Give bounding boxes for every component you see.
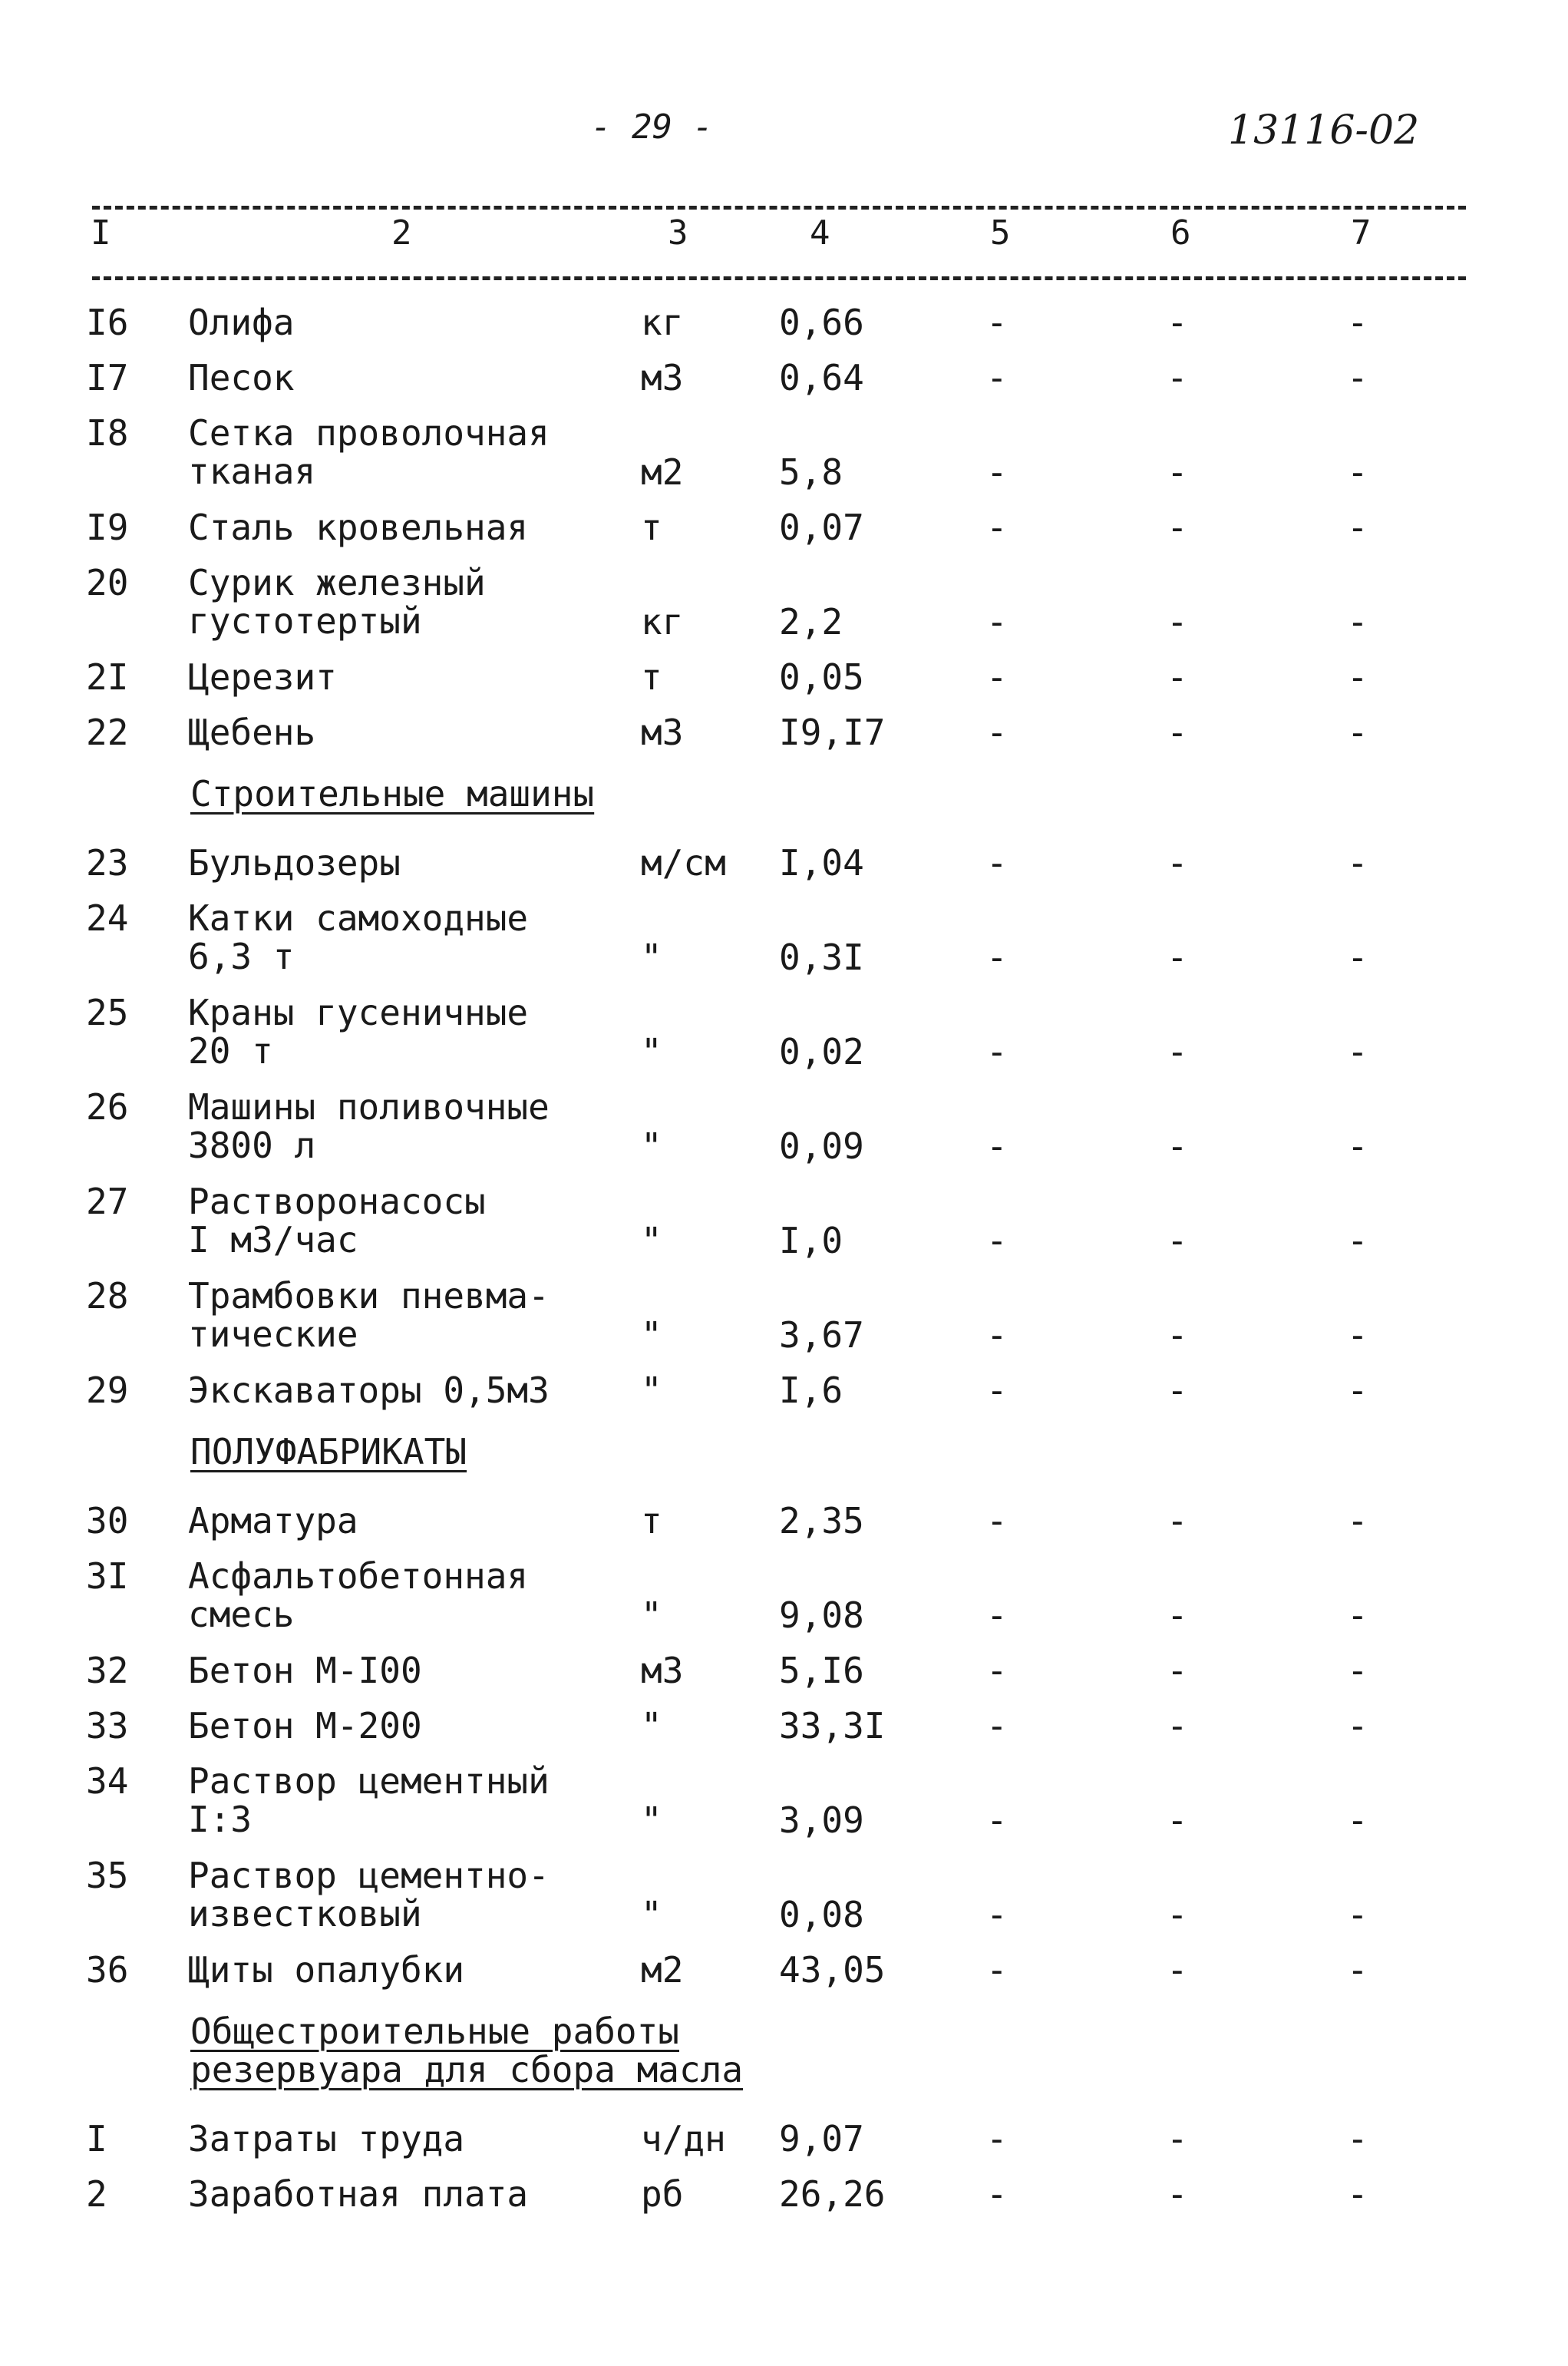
row-unit: м2 xyxy=(641,451,684,493)
row-col7: - xyxy=(1347,2118,1368,2159)
row-col5: - xyxy=(986,451,1008,493)
row-number: 35 xyxy=(86,1855,129,1896)
row-unit: т xyxy=(641,507,662,548)
section-title: ПОЛУФАБРИКАТЫ xyxy=(190,1431,467,1472)
row-unit: " xyxy=(641,1799,662,1841)
row-col7: - xyxy=(1347,302,1368,343)
row-unit: " xyxy=(641,1894,662,1935)
row-number: 28 xyxy=(86,1275,129,1317)
row-unit: " xyxy=(641,937,662,978)
header-col-1: I xyxy=(91,213,111,253)
row-number: 34 xyxy=(86,1760,129,1802)
row-number: 29 xyxy=(86,1370,129,1411)
row-value: 5,I6 xyxy=(779,1650,864,1691)
row-number: 32 xyxy=(86,1650,129,1691)
row-unit: рб xyxy=(641,2173,684,2215)
row-col6: - xyxy=(1167,2173,1188,2215)
row-value: 0,02 xyxy=(779,1031,864,1072)
section-title: Строительные машины xyxy=(190,773,595,815)
table-row xyxy=(0,1707,1568,1762)
row-value: I,6 xyxy=(779,1370,843,1411)
table-row xyxy=(0,2175,1568,2230)
table-row xyxy=(0,1182,1568,1277)
header-col-6: 6 xyxy=(1170,213,1191,253)
table-row xyxy=(0,508,1568,563)
row-value: 0,66 xyxy=(779,302,864,343)
row-value: 0,07 xyxy=(779,507,864,548)
table-row xyxy=(0,844,1568,899)
row-col6: - xyxy=(1167,1031,1188,1072)
table-row xyxy=(0,1856,1568,1951)
row-col6: - xyxy=(1167,1799,1188,1841)
row-col7: - xyxy=(1347,1370,1368,1411)
row-name: Растворонасосы I м3/час xyxy=(188,1181,486,1261)
page-number: - 29 - xyxy=(591,107,713,147)
section-title: Общестроительные работы резервуара для сбора масла xyxy=(190,2011,744,2090)
row-name: Сталь кровельная xyxy=(188,507,529,548)
table-row xyxy=(0,414,1568,508)
row-number: 22 xyxy=(86,712,129,753)
row-number: 25 xyxy=(86,992,129,1033)
row-col6: - xyxy=(1167,1594,1188,1636)
row-name: Затраты труда xyxy=(188,2118,465,2159)
row-unit: " xyxy=(641,1125,662,1167)
row-col6: - xyxy=(1167,1314,1188,1356)
document-code: 13116-02 xyxy=(1228,107,1420,154)
row-number: 20 xyxy=(86,562,129,603)
table-row xyxy=(0,1762,1568,1856)
row-unit: м3 xyxy=(641,1650,684,1691)
row-name: Бетон М-I00 xyxy=(188,1650,422,1691)
table-row xyxy=(0,993,1568,1088)
row-name: Экскаваторы 0,5м3 xyxy=(188,1370,550,1411)
row-number: 3I xyxy=(86,1555,129,1597)
row-col5: - xyxy=(986,1370,1008,1411)
row-col7: - xyxy=(1347,1500,1368,1542)
row-name: Заработная плата xyxy=(188,2173,529,2215)
row-value: I,04 xyxy=(779,842,864,884)
row-value: 33,3I xyxy=(779,1705,886,1746)
row-col5: - xyxy=(986,656,1008,698)
row-col5: - xyxy=(986,1705,1008,1746)
row-col5: - xyxy=(986,1500,1008,1542)
row-number: 33 xyxy=(86,1705,129,1746)
table-row xyxy=(0,713,1568,768)
row-number: 36 xyxy=(86,1949,129,1991)
row-col6: - xyxy=(1167,357,1188,398)
row-col7: - xyxy=(1347,507,1368,548)
row-col6: - xyxy=(1167,1500,1188,1542)
section-heading xyxy=(0,768,1568,844)
header-col-3: 3 xyxy=(668,213,688,253)
row-col7: - xyxy=(1347,601,1368,643)
row-value: 26,26 xyxy=(779,2173,886,2215)
row-value: 2,35 xyxy=(779,1500,864,1542)
row-col6: - xyxy=(1167,1894,1188,1935)
row-name: Катки самоходные 6,3 т xyxy=(188,897,529,977)
row-col6: - xyxy=(1167,302,1188,343)
row-name: Церезит xyxy=(188,656,337,698)
row-unit: " xyxy=(641,1594,662,1636)
row-name: Краны гусеничные 20 т xyxy=(188,992,529,1072)
section-heading xyxy=(0,1426,1568,1502)
row-value: 0,08 xyxy=(779,1894,864,1935)
table-row xyxy=(0,658,1568,713)
row-value: 3,09 xyxy=(779,1799,864,1841)
row-col5: - xyxy=(986,1949,1008,1991)
row-col6: - xyxy=(1167,656,1188,698)
row-value: 43,05 xyxy=(779,1949,886,1991)
row-name: Бульдозеры xyxy=(188,842,401,884)
row-unit: м3 xyxy=(641,357,684,398)
row-col5: - xyxy=(986,357,1008,398)
row-value: 0,64 xyxy=(779,357,864,398)
row-unit: " xyxy=(641,1705,662,1746)
row-number: 30 xyxy=(86,1500,129,1542)
row-value: I9,I7 xyxy=(779,712,886,753)
row-col5: - xyxy=(986,1314,1008,1356)
row-name: Машины поливочные 3800 л xyxy=(188,1086,550,1166)
row-col5: - xyxy=(986,1125,1008,1167)
row-unit: т xyxy=(641,656,662,698)
header-col-7: 7 xyxy=(1351,213,1372,253)
row-col7: - xyxy=(1347,1220,1368,1261)
row-col6: - xyxy=(1167,712,1188,753)
row-unit: " xyxy=(641,1370,662,1411)
row-col6: - xyxy=(1167,601,1188,643)
row-col5: - xyxy=(986,1894,1008,1935)
header-bottom-rule xyxy=(92,276,1466,280)
row-col5: - xyxy=(986,712,1008,753)
row-col5: - xyxy=(986,2118,1008,2159)
row-value: 9,08 xyxy=(779,1594,864,1636)
row-name: Песок xyxy=(188,357,295,398)
row-col5: - xyxy=(986,1594,1008,1636)
row-col7: - xyxy=(1347,842,1368,884)
row-col6: - xyxy=(1167,1705,1188,1746)
row-col7: - xyxy=(1347,2173,1368,2215)
row-number: 24 xyxy=(86,897,129,939)
row-col6: - xyxy=(1167,1370,1188,1411)
row-name: Сурик железный густотертый xyxy=(188,562,486,642)
row-name: Трамбовки пневма- тические xyxy=(188,1275,550,1355)
table-row xyxy=(0,1951,1568,2006)
table-row xyxy=(0,1088,1568,1182)
row-number: 2I xyxy=(86,656,129,698)
row-col5: - xyxy=(986,842,1008,884)
row-col5: - xyxy=(986,2173,1008,2215)
table-body xyxy=(0,303,1568,2230)
row-col7: - xyxy=(1347,1799,1368,1841)
row-col5: - xyxy=(986,1799,1008,1841)
row-col7: - xyxy=(1347,1031,1368,1072)
row-unit: т xyxy=(641,1500,662,1542)
table-row xyxy=(0,1502,1568,1557)
row-name: Олифа xyxy=(188,302,295,343)
table-row xyxy=(0,1371,1568,1426)
header-col-4: 4 xyxy=(810,213,830,253)
row-name: Раствор цементный I:3 xyxy=(188,1760,550,1840)
row-value: I,0 xyxy=(779,1220,843,1261)
row-number: 23 xyxy=(86,842,129,884)
row-col7: - xyxy=(1347,1949,1368,1991)
row-value: 5,8 xyxy=(779,451,843,493)
row-unit: м2 xyxy=(641,1949,684,1991)
row-col7: - xyxy=(1347,1594,1368,1636)
table-row xyxy=(0,1651,1568,1707)
row-name: Асфальтобетонная смесь xyxy=(188,1555,529,1635)
row-number: 27 xyxy=(86,1181,129,1222)
row-number: 2 xyxy=(86,2173,107,2215)
row-col6: - xyxy=(1167,1220,1188,1261)
row-col7: - xyxy=(1347,937,1368,978)
row-col5: - xyxy=(986,1650,1008,1691)
row-value: 2,2 xyxy=(779,601,843,643)
row-col7: - xyxy=(1347,1650,1368,1691)
row-value: 0,3I xyxy=(779,937,864,978)
row-number: I9 xyxy=(86,507,129,548)
row-col5: - xyxy=(986,601,1008,643)
table-row xyxy=(0,1557,1568,1651)
row-col7: - xyxy=(1347,1894,1368,1935)
row-value: 3,67 xyxy=(779,1314,864,1356)
header-top-rule xyxy=(92,206,1466,210)
row-col7: - xyxy=(1347,712,1368,753)
row-number: I8 xyxy=(86,412,129,454)
row-name: Щебень xyxy=(188,712,316,753)
row-col5: - xyxy=(986,507,1008,548)
row-name: Щиты опалубки xyxy=(188,1949,465,1991)
row-col6: - xyxy=(1167,842,1188,884)
row-unit: " xyxy=(641,1220,662,1261)
row-unit: кг xyxy=(641,302,684,343)
row-value: 0,09 xyxy=(779,1125,864,1167)
row-name: Бетон М-200 xyxy=(188,1705,422,1746)
row-number: I6 xyxy=(86,302,129,343)
table-row xyxy=(0,2120,1568,2175)
row-value: 0,05 xyxy=(779,656,864,698)
row-number: I xyxy=(86,2118,107,2159)
header-col-5: 5 xyxy=(990,213,1011,253)
row-col6: - xyxy=(1167,1125,1188,1167)
table-header xyxy=(0,213,1568,267)
table-row xyxy=(0,359,1568,414)
row-name: Раствор цементно- известковый xyxy=(188,1855,550,1935)
row-col6: - xyxy=(1167,1949,1188,1991)
row-col5: - xyxy=(986,1031,1008,1072)
row-unit: " xyxy=(641,1314,662,1356)
header-col-2: 2 xyxy=(391,213,412,253)
table-row xyxy=(0,899,1568,993)
row-col7: - xyxy=(1347,656,1368,698)
section-heading xyxy=(0,2006,1568,2120)
row-col7: - xyxy=(1347,1125,1368,1167)
row-col5: - xyxy=(986,937,1008,978)
row-col6: - xyxy=(1167,1650,1188,1691)
row-col7: - xyxy=(1347,1705,1368,1746)
table-row xyxy=(0,1277,1568,1371)
row-col7: - xyxy=(1347,451,1368,493)
table-row xyxy=(0,563,1568,658)
row-unit: м3 xyxy=(641,712,684,753)
row-unit: ч/дн xyxy=(641,2118,726,2159)
row-col6: - xyxy=(1167,451,1188,493)
row-col6: - xyxy=(1167,507,1188,548)
row-name: Арматура xyxy=(188,1500,358,1542)
row-col5: - xyxy=(986,302,1008,343)
row-name: Сетка проволочная тканая xyxy=(188,412,550,492)
row-unit: кг xyxy=(641,601,684,643)
row-number: 26 xyxy=(86,1086,129,1128)
row-col7: - xyxy=(1347,1314,1368,1356)
row-unit: " xyxy=(641,1031,662,1072)
row-col7: - xyxy=(1347,357,1368,398)
row-number: I7 xyxy=(86,357,129,398)
row-col5: - xyxy=(986,1220,1008,1261)
row-col6: - xyxy=(1167,2118,1188,2159)
row-unit: м/см xyxy=(641,842,726,884)
table-row xyxy=(0,303,1568,359)
row-value: 9,07 xyxy=(779,2118,864,2159)
row-col6: - xyxy=(1167,937,1188,978)
